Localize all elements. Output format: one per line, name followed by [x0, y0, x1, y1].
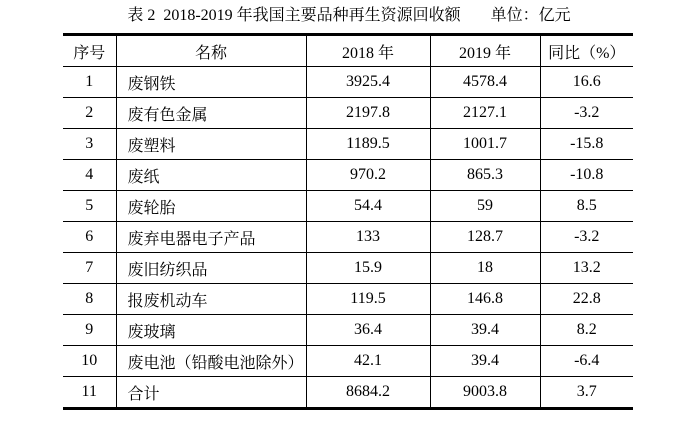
table-row	[63, 98, 633, 129]
cell-seq: 3	[63, 129, 116, 160]
header-2019: 2019 年	[430, 35, 540, 67]
cell-2018: 3925.4	[306, 67, 430, 98]
cell-growth: -10.8	[540, 160, 633, 191]
cell-2019: 4578.4	[430, 67, 540, 98]
cell-seq: 6	[63, 222, 116, 253]
cell-2019: 18	[430, 253, 540, 284]
cell-seq: 2	[63, 98, 116, 129]
cell-2018: 119.5	[306, 284, 430, 315]
cell-2019: 39.4	[430, 346, 540, 377]
cell-2019: 146.8	[430, 284, 540, 315]
cell-growth: 13.2	[540, 253, 633, 284]
cell-name: 废纸	[116, 160, 306, 191]
cell-seq: 7	[63, 253, 116, 284]
table-row	[63, 284, 633, 315]
table-row	[63, 160, 633, 191]
cell-name: 废弃电器电子产品	[116, 222, 306, 253]
table-row	[63, 253, 633, 284]
table-title: 表 2 2018-2019 年我国主要品种再生资源回收额	[127, 7, 461, 24]
cell-name: 合计	[116, 377, 306, 409]
cell-2018: 1189.5	[306, 129, 430, 160]
table-row	[63, 222, 633, 253]
table-row	[63, 129, 633, 160]
cell-seq: 11	[63, 377, 116, 409]
cell-seq: 10	[63, 346, 116, 377]
cell-2019: 39.4	[430, 315, 540, 346]
recycling-data-table	[63, 33, 633, 410]
cell-2019: 865.3	[430, 160, 540, 191]
cell-2019: 1001.7	[430, 129, 540, 160]
cell-2019: 59	[430, 191, 540, 222]
cell-growth: 3.7	[540, 377, 633, 409]
cell-name: 废塑料	[116, 129, 306, 160]
cell-growth: 8.2	[540, 315, 633, 346]
table-unit-label: 单位：亿元	[490, 7, 571, 24]
cell-2019: 9003.8	[430, 377, 540, 409]
table-row	[63, 346, 633, 377]
cell-growth: -3.2	[540, 222, 633, 253]
table-row	[63, 315, 633, 346]
cell-2018: 42.1	[306, 346, 430, 377]
header-name: 名称	[116, 35, 306, 67]
cell-name: 废轮胎	[116, 191, 306, 222]
cell-2018: 54.4	[306, 191, 430, 222]
cell-seq: 8	[63, 284, 116, 315]
header-2018: 2018 年	[306, 35, 430, 67]
header-row	[63, 35, 633, 67]
header-growth: 同比（%）	[540, 35, 633, 67]
header-seq: 序号	[63, 35, 116, 67]
cell-seq: 4	[63, 160, 116, 191]
cell-2018: 8684.2	[306, 377, 430, 409]
cell-growth: 8.5	[540, 191, 633, 222]
table-row	[63, 67, 633, 98]
table-caption	[0, 0, 698, 26]
cell-2019: 128.7	[430, 222, 540, 253]
cell-growth: 22.8	[540, 284, 633, 315]
cell-seq: 5	[63, 191, 116, 222]
cell-2018: 36.4	[306, 315, 430, 346]
cell-name: 废钢铁	[116, 67, 306, 98]
cell-2019: 2127.1	[430, 98, 540, 129]
cell-growth: -15.8	[540, 129, 633, 160]
cell-growth: 16.6	[540, 67, 633, 98]
cell-2018: 15.9	[306, 253, 430, 284]
table-row	[63, 191, 633, 222]
cell-2018: 2197.8	[306, 98, 430, 129]
cell-seq: 1	[63, 67, 116, 98]
cell-2018: 970.2	[306, 160, 430, 191]
cell-name: 废旧纺织品	[116, 253, 306, 284]
cell-name: 废电池（铅酸电池除外）	[116, 346, 306, 377]
cell-name: 废有色金属	[116, 98, 306, 129]
cell-2018: 133	[306, 222, 430, 253]
cell-growth: -3.2	[540, 98, 633, 129]
cell-seq: 9	[63, 315, 116, 346]
cell-name: 报废机动车	[116, 284, 306, 315]
table-row	[63, 377, 633, 409]
cell-growth: -6.4	[540, 346, 633, 377]
cell-name: 废玻璃	[116, 315, 306, 346]
